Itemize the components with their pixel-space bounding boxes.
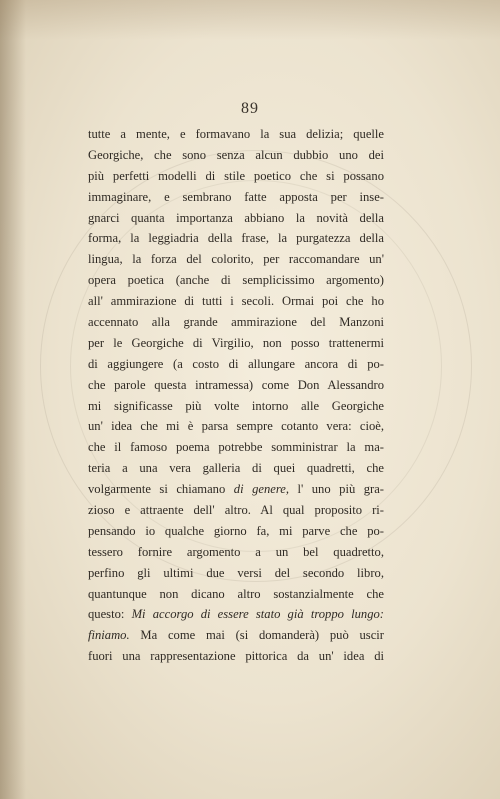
- text-run: teria a una vera galleria di quei quadretti, che: [88, 461, 384, 476]
- text-run: accennato alla grande ammirazione del Manzoni: [88, 315, 384, 330]
- text-run: gnarci quanta importanza abbiano la novità della: [88, 210, 384, 225]
- text-line: [88, 646, 384, 667]
- text-run: questo:: [88, 607, 132, 622]
- text-line: [88, 563, 384, 584]
- text-line: [88, 396, 384, 417]
- page-binding-shadow: [0, 0, 26, 799]
- text-run: zioso e attraente dell' altro. Al qual proposito ri-: [88, 503, 384, 518]
- text-line: [88, 249, 384, 270]
- text-run: per le Georgiche di Virgilio, non posso trattenermi: [88, 335, 384, 350]
- text-run: tutte a mente, e formavano la sua delizia; quelle: [88, 127, 384, 141]
- page-number: 89: [241, 100, 259, 117]
- text-run: volgarmente si chiamano: [88, 482, 234, 497]
- text-run: fuori una rappresentazione pittorica da un' idea di: [88, 649, 384, 664]
- italic-text-run: di genere,: [233, 482, 290, 497]
- text-line: [88, 312, 384, 333]
- text-run: che il famoso poema potrebbe somministrar la ma-: [88, 440, 384, 455]
- text-run: perfino gli ultimi due versi del secondo libro,: [88, 565, 384, 580]
- text-run: mi significasse più volte intorno alle Georgiche: [88, 398, 384, 413]
- text-line: [88, 333, 384, 354]
- text-run: forma, la leggiadria della frase, la purgatezza della: [88, 231, 384, 246]
- text-line: [88, 625, 384, 646]
- text-line: [88, 270, 384, 291]
- text-line: [88, 354, 384, 375]
- text-run: tessero fornire argomento a un bel quadretto,: [88, 544, 384, 559]
- text-run: che parole questa intramessa) come Don Alessandro: [88, 377, 384, 392]
- page-top-shade: [0, 0, 500, 40]
- text-line: [88, 166, 384, 187]
- text-line: [88, 542, 384, 563]
- text-line: [88, 604, 384, 625]
- text-line: [88, 187, 384, 208]
- text-run: immaginare, e sembrano fatte apposta per inse-: [88, 189, 384, 204]
- text-run: pensando io qualche giorno fa, mi parve che po-: [88, 523, 384, 538]
- text-line: [88, 375, 384, 396]
- text-line: [88, 124, 384, 145]
- italic-text-run: Mi accorgo di essere stato già troppo lungo:: [131, 607, 384, 622]
- text-run: Georgiche, che sono senza alcun dubbio uno dei: [88, 147, 384, 162]
- text-line: [88, 521, 384, 542]
- text-line: [88, 437, 384, 458]
- text-run: l' uno più gra-: [289, 482, 384, 497]
- text-line: [88, 458, 384, 479]
- text-run: di aggiungere (a costo di allungare ancora di po-: [88, 356, 384, 371]
- body-text: [88, 124, 384, 667]
- text-line: [88, 584, 384, 605]
- text-run: Ma come mai (si domanderà) può uscir: [129, 628, 384, 643]
- text-line: [88, 145, 384, 166]
- text-line: [88, 228, 384, 249]
- text-run: opera poetica (anche di semplicissimo argomento): [88, 273, 384, 288]
- text-run: lingua, la forza del colorito, per raccomandare un': [88, 252, 384, 267]
- text-line: [88, 500, 384, 521]
- text-line: [88, 479, 384, 500]
- text-line: [88, 208, 384, 229]
- text-run: all' ammirazione di tutti i secoli. Ormai poi che ho: [88, 294, 384, 309]
- text-run: un' idea che mi è parsa sempre cotanto vera: cioè,: [88, 419, 384, 434]
- text-line: [88, 416, 384, 437]
- italic-text-run: finiamo.: [88, 628, 130, 643]
- text-line: [88, 291, 384, 312]
- text-run: più perfetti modelli di stile poetico che si possano: [88, 168, 384, 183]
- text-run: quantunque non dicano altro sostanzialmente che: [88, 586, 384, 601]
